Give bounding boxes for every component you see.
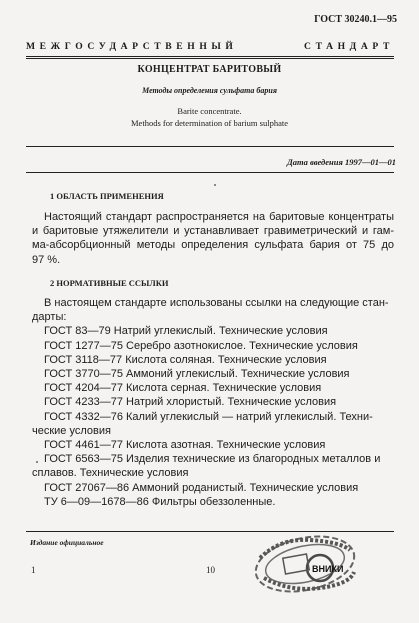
gost-number: ГОСТ 30240.1—95 <box>314 14 397 25</box>
reference-line: ТУ 6—09—1678—86 Фильтры обеззоленные. <box>44 495 276 508</box>
reference-line: В настоящем стандарте использованы ссылки на следующие стан- <box>44 297 389 309</box>
section-1-line: 97 %. <box>32 253 61 266</box>
reference-line: сплавов. Технические условия <box>32 467 189 480</box>
speck <box>214 184 216 186</box>
speck <box>36 461 38 463</box>
section-1-heading: 1 ОБЛАСТЬ ПРИМЕНЕНИЯ <box>50 191 164 201</box>
header-rule-2 <box>26 58 394 59</box>
title-rule <box>26 146 394 147</box>
section-2-references <box>32 296 398 509</box>
date-rule <box>26 172 394 173</box>
standard-type-header <box>26 41 394 52</box>
header-rule-1 <box>26 56 394 57</box>
document-title: КОНЦЕНТРАТ БАРИТОВЫЙ <box>137 64 282 75</box>
stamp-text: ВНИКИ <box>312 564 344 574</box>
reference-line: ГОСТ 1277—75 Серебро азотнокислое. Технические условия <box>44 339 358 352</box>
section-1-line: ма-абсорбционный методы определения сульфата бария от 75 до <box>32 239 394 252</box>
document-subtitle: Методы определения сульфата бария <box>142 86 277 95</box>
reference-line: ГОСТ 4332—76 Калий углекислый — натрий углекислый. Техни- <box>44 410 373 423</box>
reference-line: ческие условия <box>32 424 111 437</box>
reference-line: дарты: <box>32 311 67 324</box>
section-2-heading: 2 НОРМАТИВНЫЕ ССЫЛКИ <box>50 278 169 288</box>
reference-line: ГОСТ 27067—86 Аммоний роданистый. Технические условия <box>44 481 359 494</box>
reference-line: ГОСТ 83—79 Натрий углекислый. Технические условия <box>44 325 328 338</box>
standard-type-left: МЕЖГОСУДАРСТВЕННЫЙ <box>26 41 238 52</box>
section-1-paragraph <box>32 210 394 267</box>
english-title: Barite concentrate. <box>177 106 242 116</box>
page-number-left: 1 <box>31 565 36 575</box>
reference-line: ГОСТ 4461—77 Кислота азотная. Технические условия <box>44 439 326 452</box>
reference-line: ГОСТ 4204—77 Кислота серная. Технические условия <box>44 382 322 395</box>
reference-line: ГОСТ 3770—75 Аммоний углекислый. Технические условия <box>44 368 350 381</box>
library-stamp <box>250 528 360 598</box>
page-number-center: 10 <box>206 565 215 575</box>
section-1-line: Настоящий стандарт распространяется на баритовые концентраты <box>44 211 394 223</box>
reference-line: ГОСТ 3118—77 Кислота соляная. Технические условия <box>44 353 327 366</box>
reference-line: ГОСТ 4233—77 Натрий хлористый. Технические условия <box>44 396 337 409</box>
english-subtitle: Methods for determination of barium sulphate <box>131 118 288 128</box>
section-1-line: и баритовые утяжелители и устанавливает гравиметрический и гам- <box>32 225 394 238</box>
standard-type-right: СТАНДАРТ <box>304 41 394 52</box>
reference-line: ГОСТ 6563—75 Изделия технические из благородных металлов и <box>44 453 381 466</box>
effective-date: Дата введения 1997—01—01 <box>286 157 396 167</box>
official-edition-label: Издание официальное <box>30 538 104 547</box>
